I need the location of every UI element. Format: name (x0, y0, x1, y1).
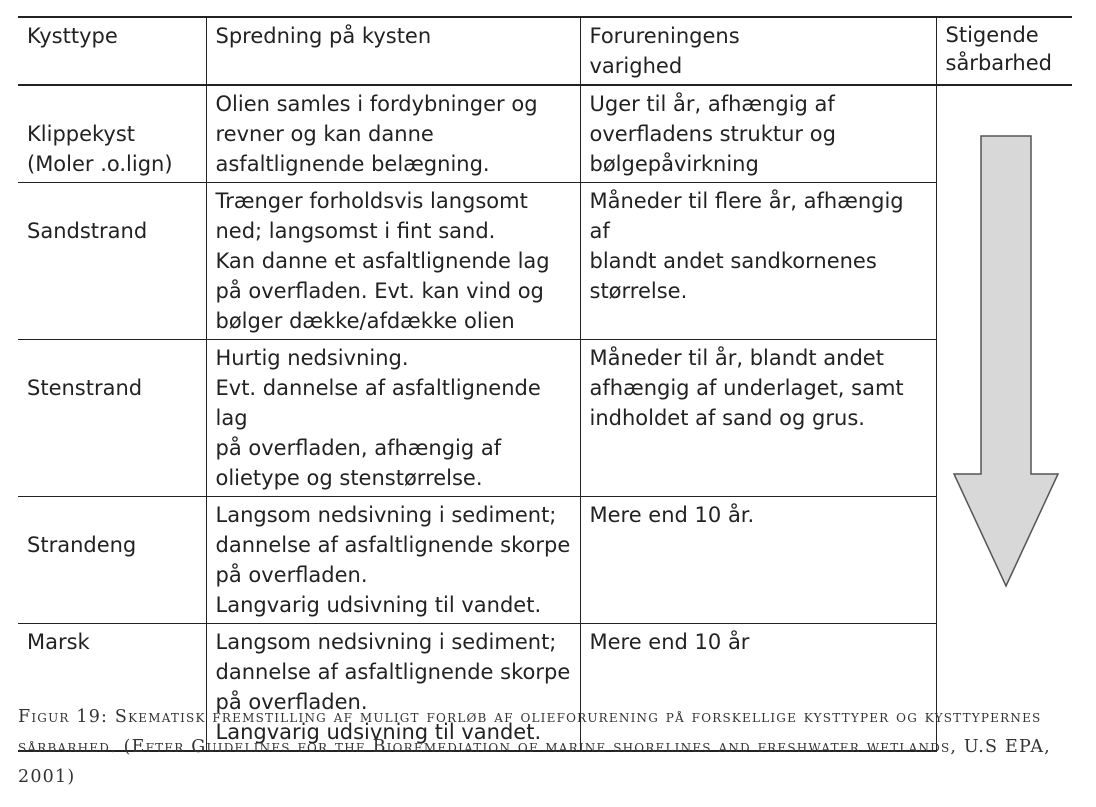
coast-type-label: Klippekyst (Moler .o.lign) (27, 122, 173, 176)
header-duration: Forureningens varighed (580, 17, 936, 85)
row-spread: Olien samles i fordybninger og revner og kan danne asfaltlignende belægning. (206, 85, 580, 183)
row-spread: Langsom nedsivning i sediment; dannelse af asfaltlignende skorpe på overfladen. Langvarig udsivning til vandet. (206, 624, 580, 752)
row-coast-type (18, 497, 206, 624)
vulnerability-arrow-cell (936, 85, 1072, 751)
coast-type-table (18, 16, 1072, 752)
header-spread: Spredning på kysten (206, 17, 580, 85)
row-spread: Hurtig nedsivning. Evt. dannelse af asfaltlignende lag på overfladen, afhængig af olietype og stenstørrelse. (206, 340, 580, 497)
coast-type-label: Strandeng (27, 533, 137, 557)
table-row (18, 85, 1072, 183)
table-row (18, 183, 1072, 340)
table-row (18, 340, 1072, 497)
table-row (18, 497, 1072, 624)
coast-type-label: Marsk (27, 630, 90, 654)
header-coast-type: Kysttype (18, 17, 206, 85)
down-arrow-icon (937, 86, 1073, 694)
row-spread: Trænger forholdsvis langsomt ned; langsomst i fint sand. Kan danne et asfaltlignende lag på overfladen. Evt. kan vind og bølger dække/afdække olien (206, 183, 580, 340)
coast-type-label: Stenstrand (27, 376, 143, 400)
row-spread: Langsom nedsivning i sediment; dannelse af asfaltlignende skorpe på overfladen. Langvarig udsivning til vandet. (206, 497, 580, 624)
row-duration: Måneder til år, blandt andet afhængig af underlaget, samt indholdet af sand og grus. (580, 340, 936, 497)
row-coast-type (18, 340, 206, 497)
row-duration: Måneder til flere år, afhængig af blandt andet sandkornenes størrelse. (580, 183, 936, 340)
row-coast-type (18, 85, 206, 183)
header-vulnerability: Stigende sårbarhed (936, 17, 1072, 85)
row-coast-type (18, 183, 206, 340)
coast-type-label: Sandstrand (27, 219, 148, 243)
row-duration: Mere end 10 år. (580, 497, 936, 624)
row-duration: Uger til år, afhængig af overfladens struktur og bølgepåvirkning (580, 85, 936, 183)
table-header-row (18, 17, 1072, 85)
figure-caption: Figur 19: Skematisk fremstilling af muligt forløb af olieforurening på forskellige kysttyper og kysttypernes sårbarhed. (Efter Guidelines for the Bioremediation of marine shorelines and freshwater wetlands, U.S EPA, 2001) (18, 707, 1051, 787)
row-duration: Mere end 10 år (580, 624, 936, 752)
